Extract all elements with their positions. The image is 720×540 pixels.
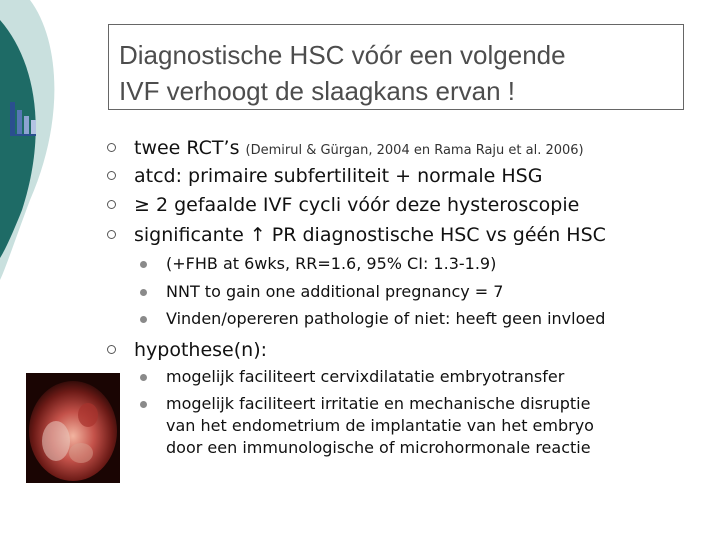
bullet-hypothesis: hypothese(n):	[108, 337, 267, 363]
university-logo-icon	[8, 100, 38, 138]
circle-bullet-icon	[107, 345, 116, 354]
sub-bullet-nnt: NNT to gain one additional pregnancy = 7	[140, 281, 503, 303]
teal-decoration	[0, 0, 90, 300]
dot-bullet-icon	[140, 289, 147, 296]
bullet-rcts: twee RCT’s (Demirul & Gürgan, 2004 en Rama Raju et al. 2006)	[108, 135, 584, 164]
dot-bullet-icon	[140, 316, 147, 323]
bullet-significant-pr: significante ↑ PR diagnostische HSC vs géén HSC	[108, 222, 606, 248]
citation: (Demirul & Gürgan, 2004 en Rama Raju et al. 2006)	[245, 143, 584, 158]
title-line-1: Diagnostische HSC vóór een volgende	[119, 40, 566, 70]
sub-bullet-pathology: Vinden/opereren pathologie of niet: heeft geen invloed	[140, 308, 605, 330]
sub-bullet-irritation: mogelijk faciliteert irritatie en mechanische disruptie van het endometrium de implantatie van het embryo door een immunologische of microhormonale reactie	[140, 393, 594, 459]
bullet-ivf-cycles: ≥ 2 gefaalde IVF cycli vóór deze hysteroscopie	[108, 192, 579, 218]
hysteroscopy-image	[26, 373, 120, 483]
dot-bullet-icon	[140, 401, 147, 408]
sub-bullet-fhb: (+FHB at 6wks, RR=1.6, 95% CI: 1.3-1.9)	[140, 253, 496, 275]
dot-bullet-icon	[140, 261, 147, 268]
title-line-2: IVF verhoogt de slaagkans ervan !	[119, 76, 516, 106]
circle-bullet-icon	[107, 200, 116, 209]
circle-bullet-icon	[107, 230, 116, 239]
circle-bullet-icon	[107, 171, 116, 180]
circle-bullet-icon	[107, 143, 116, 152]
slide-title	[108, 24, 684, 110]
bullet-atcd: atcd: primaire subfertiliteit + normale HSG	[108, 163, 542, 189]
sub-bullet-cervix: mogelijk faciliteert cervixdilatatie embryotransfer	[140, 366, 564, 388]
dot-bullet-icon	[140, 374, 147, 381]
